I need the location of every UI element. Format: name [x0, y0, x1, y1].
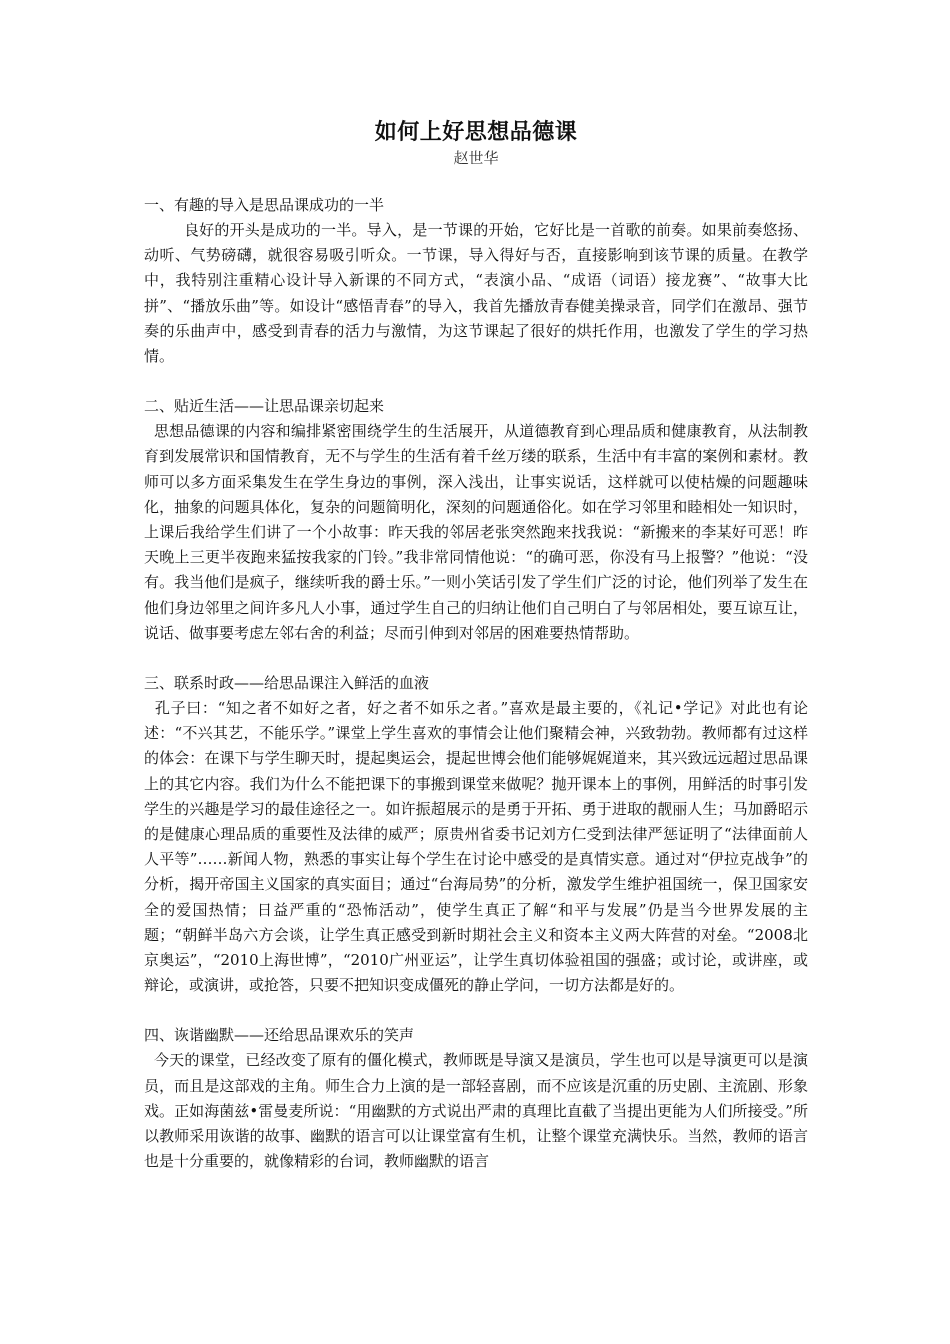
section-heading: 一、有趣的导入是思品课成功的一半: [144, 196, 385, 214]
section-4: [144, 1022, 808, 1174]
section-3: [144, 670, 808, 998]
paragraph-text: 良好的开头是成功的一半。导入，是一节课的开始，它好比是一首歌的前奏。如果前奏悠扬、动听、气势磅礴，就很容易吸引听众。一节课，导入得好与否，直接影响到该节课的质量。在教学中，我特别注重精心设计导入新课的不同方式，“表演小品、“成语（词语）接龙赛”、“故事大比拼”、“播放乐曲”等。如设计“感悟青春”的导入，我首先播放青春健美操录音，同学们在激昂、强节奏的乐曲声中，感受到青春的活力与激情，为这节课起了很好的烘托作用，也激发了学生的学习热情。: [144, 221, 808, 366]
paragraph-text: 孔子曰：“知之者不如好之者，好之者不如乐之者。”喜欢是最主要的，《礼记•学记》对此也有论述：“不兴其艺，不能乐学。”课堂上学生喜欢的事情会让他们聚精会神，兴致勃勃。教师都有过这样的体会：在课下与学生聊天时，提起奥运会，提起世博会他们能够娓娓道来，其兴致远远超过思品课上的其它内容。我们为什么不能把课下的事搬到课堂来做呢？抛开课本上的事例，用鲜活的时事引发学生的兴趣是学习的最佳途径之一。如许振超展示的是勇于开拓、勇于进取的靓丽人生；马加爵昭示的是健康心理品质的重要性及法律的威严；原贵州省委书记刘方仁受到法律严惩证明了“法律面前人人平等”……新闻人物，熟悉的事实让每个学生在讨论中感受的是真情实意。通过对“伊拉克战争”的分析，揭开帝国主义国家的真实面目；通过“台海局势”的分析，激发学生维护祖国统一，保卫国家安全的爱国热情；日益严重的“恐怖活动”，使学生真正了解“和平与发展”仍是当今世界发展的主题；“朝鲜半岛六方会谈，让学生真正感受到新时期社会主义和资本主义两大阵营的对垒。“2008北京奥运”，“2010上海世博”，“2010广州亚运”，让学生真切体验祖国的强盛；或讨论，或讲座，或辩论，或演讲，或抢答，只要不把知识变成僵死的静止学问，一切方法都是好的。: [144, 699, 808, 995]
paragraph-text: 今天的课堂，已经改变了原有的僵化模式，教师既是导演又是演员，学生也可以是导演更可以是演员，而且是这部戏的主角。师生合力上演的是一部轻喜剧，而不应该是沉重的历史剧、主流剧、形象戏。正如海菌兹•雷曼麦所说：“用幽默的方式说出严肃的真理比直截了当提出更能为人们所接受。”所以教师采用诙谐的故事、幽默的语言可以让课堂富有生机，让整个课堂充满快乐。当然，教师的语言也是十分重要的，就像精彩的台词，教师幽默的语言: [144, 1051, 808, 1171]
section-heading: 二、贴近生活——让思品课亲切起来: [144, 397, 385, 416]
section-paragraph: [144, 696, 808, 998]
section-heading: 三、联系时政——给思品课注入鲜活的血液: [144, 674, 430, 693]
section-paragraph: [144, 419, 808, 646]
section-paragraph: [144, 218, 808, 369]
author-name: 赵世华: [453, 149, 499, 167]
paragraph-indent: [144, 1051, 154, 1069]
section-heading: 四、诙谐幽默——还给思品课欢乐的笑声: [144, 1026, 415, 1045]
paragraph-text: 思想品德课的内容和编排紧密围绕学生的生活展开，从道德教育到心理品质和健康教育，从法制教育到发展常识和国情教育，无不与学生的生活有着千丝万缕的联系，生活中有丰富的案例和素材。教师可以多方面采集发生在学生身边的事例，深入浅出，让事实说话，这样就可以使枯燥的问题趣味化，抽象的问题具体化，复杂的问题简明化，深刻的问题通俗化。如在学习邻里和睦相处一知识时，上课后我给学生们讲了一个小故事：昨天我的邻居老张突然跑来找我说：“新搬来的李某好可恶！昨天晚上三更半夜跑来猛按我家的门铃。”我非常同情他说：“的确可恶，你没有马上报警？”他说：“没有。我当他们是疯子，继续听我的爵士乐。”一则小笑话引发了学生们广泛的讨论，他们列举了发生在他们身边邻里之间许多凡人小事，通过学生自己的归纳让他们自己明白了与邻居相处，要互谅互让，说话、做事要考虑左邻右舍的利益；尽而引伸到对邻居的困难要热情帮助。: [144, 422, 808, 642]
section-2: [144, 393, 808, 646]
paragraph-indent: [144, 221, 184, 239]
document-page: [144, 118, 808, 1199]
document-title: 如何上好思想品德课: [374, 120, 578, 145]
paragraph-indent: [144, 699, 155, 717]
section-1: [144, 192, 808, 369]
section-paragraph: [144, 1048, 808, 1174]
paragraph-indent: [144, 422, 154, 440]
